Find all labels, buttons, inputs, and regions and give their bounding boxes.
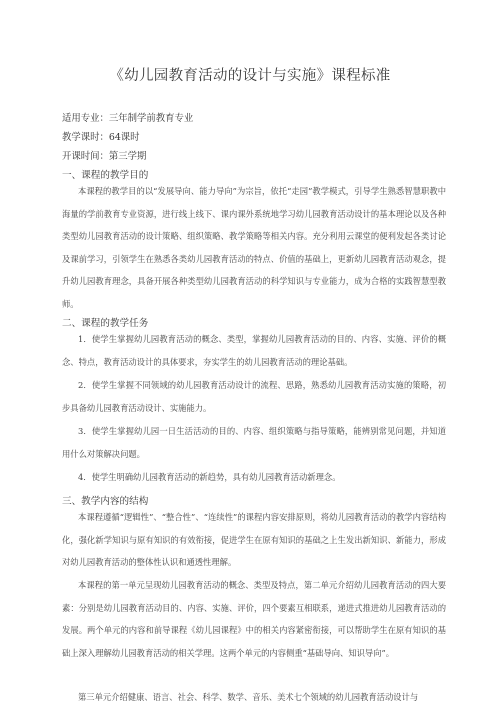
paragraph-task-2: 2．使学生掌握不同领域的幼儿园教育活动设计的流程、思路，熟悉幼儿园教育活动实施的策略，初步具备幼儿园教育活动设计、实施能力。 — [62, 380, 446, 413]
section-heading-tasks: 二、课程的教学任务 — [62, 318, 149, 329]
paragraph-structure-3: 第三单元介绍健康、语言、社会、科学、数学、音乐、美术七个领域的幼儿园教育活动设计与 — [78, 692, 419, 702]
meta-hours: 教学课时：64课时 — [62, 132, 140, 143]
meta-major: 适用专业：三年制学前教育专业 — [62, 113, 194, 124]
paragraph-task-3: 3．使学生掌握幼儿园一日生活活动的目的、内容、组织策略与指导策略，能辨别常见问题，并知道用什么对策解决问题。 — [62, 426, 446, 459]
section-heading-structure: 三、教学内容的结构 — [62, 496, 149, 507]
paragraph-task-1: 1．使学生掌握幼儿园教育活动的概念、类型，掌握幼儿园教育活动的目的、内容、实施、评价的概念、特点，教育活动设计的具体要求，夯实学生的幼儿园教育活动的理论基础。 — [62, 334, 446, 367]
document-title: 《幼儿园教育活动的设计与实施》课程标准 — [109, 68, 391, 84]
paragraph-structure-2: 本课程的第一单元呈现幼儿园教育活动的概念、类型及特点，第二单元介绍幼儿园教育活动的四大要素：分别是幼儿园教育活动目的、内容、实施、评价，四个要素互相联系，递进式推进幼儿园教育活动的发展。两个单元的内容和前导课程《幼儿园课程》中的相关内容紧密衔接，可以帮助学生在原有知识的基础上深入理解幼儿园教育活动的相关学理。这两个单元的内容侧重“基础导向、知识导向”。 — [62, 580, 446, 658]
section-heading-purpose: 一、课程的教学目的 — [62, 170, 149, 181]
meta-term: 开课时间：第三学期 — [62, 151, 147, 162]
paragraph-structure-1: 本课程遵循“逻辑性”、“整合性”、“连续性”的课程内容安排原则，将幼儿园教育活动的教学内容结构化，强化新学知识与原有知识的有效衔接，促进学生在原有知识的基础之上生发出新知识、新能力，形成对幼儿园教育活动的整体性认识和通透性理解。 — [62, 512, 446, 567]
paragraph-task-4: 4．使学生明确幼儿园教育活动的新趋势，具有幼儿园教育活动新理念。 — [78, 472, 341, 482]
paragraph-purpose: 本课程的教学目的以“发展导向、能力导向”为宗旨，依托“走园”教学模式，引导学生熟悉智慧职教中海量的学前教育专业资源，进行线上线下、课内课外系统地学习幼儿园教育活动设计的基本理论以及各种类型幼儿园教育活动的设计策略、组织策略、教学策略等相关内容。充分利用云课堂的便利发起各类讨论及课前学习，引领学生在熟悉各类幼儿园教育活动的特点、价值的基础上，更新幼儿园教育活动观念，提升幼儿园教育理念，具备开展各种类型幼儿园教育活动的科学知识与专业能力，成为合格的实践智慧型教师。 — [62, 186, 446, 309]
